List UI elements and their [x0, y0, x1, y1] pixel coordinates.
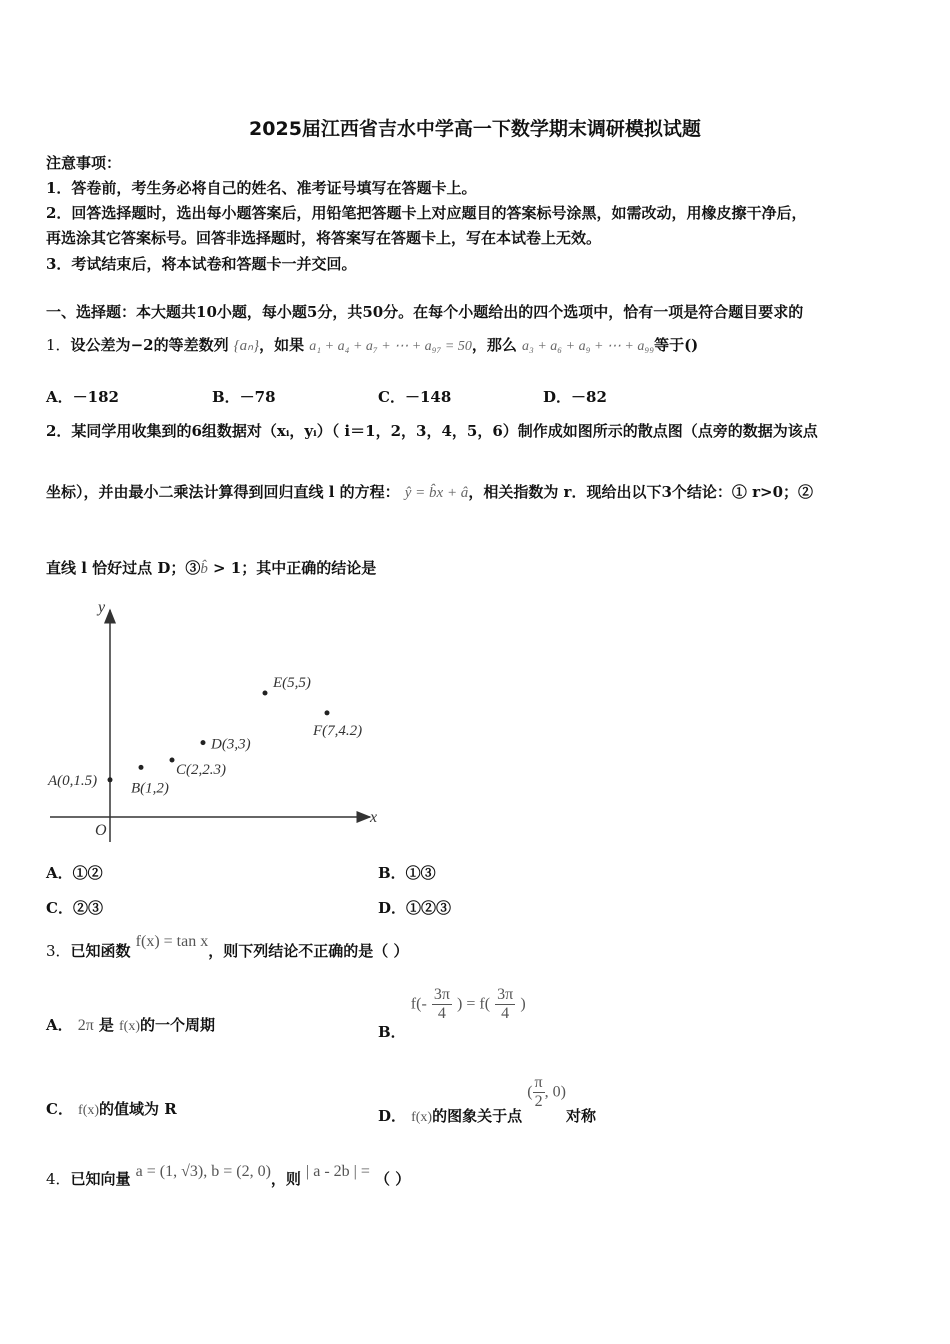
scatter-point: [263, 691, 268, 696]
option-math: ) = f(: [457, 995, 491, 1013]
point-label: A(0,1.5): [48, 772, 98, 789]
fraction: [533, 1074, 545, 1110]
x-axis-label: x: [370, 809, 378, 826]
regression-equation: ŷ = b̂x + â: [404, 485, 469, 501]
y-axis-label: y: [98, 599, 106, 616]
question-4: [46, 1163, 411, 1189]
q3-text: ，则下列结论不正确的是（ ）: [208, 942, 409, 960]
question-number: 1．: [46, 336, 71, 354]
option-math: f(x): [411, 1109, 433, 1125]
question-number: 4．: [46, 1170, 71, 1188]
option-letter: B．: [378, 1022, 406, 1041]
question-2: 2．某同学用收集到的6组数据对（xᵢ，yᵢ）（ i＝1，2，3，4，5，6）制作成如图所示的散点图（点旁的数据为该点: [46, 422, 818, 440]
option-text: 对称: [565, 1106, 596, 1125]
question-3: [46, 933, 409, 961]
q3-option-a: [46, 1014, 215, 1035]
q2-text: > 1；其中正确的结论是: [212, 559, 377, 577]
scatter-point: [139, 765, 144, 770]
sum-expression: a₁ + a₄ + a₇ + ⋯ + a₉₇ = 50: [309, 339, 472, 354]
fraction-numerator: 3π: [433, 986, 450, 1003]
option-a: A．－182: [46, 388, 119, 406]
origin-label: O: [95, 822, 107, 839]
fraction-denominator: 4: [437, 1004, 446, 1022]
option-d: D．－82: [543, 388, 607, 406]
option-d: D．①②③: [378, 899, 452, 917]
question-number: 3．: [46, 942, 71, 960]
notice-item: 3．考试结束后，将本试卷和答题卡一并交回。: [46, 255, 357, 273]
notice-heading: 注意事项：: [46, 154, 122, 172]
option-c: C．－148: [378, 388, 452, 406]
option-a: A．①②: [46, 864, 103, 882]
q1-text: ，如果: [259, 336, 305, 354]
question-2-line2: [46, 481, 813, 502]
vector-definition: a = (1, √3), b = (2, 0): [135, 1163, 271, 1180]
q2-text: 坐标），并由最小二乘法计算得到回归直线 l 的方程：: [46, 483, 400, 501]
option-math: f(x): [78, 1103, 100, 1118]
option-math: f(x): [119, 1019, 141, 1034]
fraction-numerator: π: [534, 1074, 543, 1091]
fraction: [495, 986, 515, 1022]
q1-text: 等于(): [654, 336, 699, 354]
question-2-line3: [46, 557, 376, 578]
q1-text: ，那么: [471, 336, 517, 354]
function-definition: f(x) = tan x: [135, 933, 209, 950]
option-letter: D．: [378, 1106, 407, 1125]
option-text: 的值域为 R: [99, 1100, 177, 1118]
scatter-point: [325, 710, 330, 715]
section-heading: 一、选择题：本大题共10小题，每小题5分，共50分。在每个小题给出的四个选项中，恰有一项是符合题目要求的: [46, 303, 804, 321]
notice-item: 1．答卷前，考生务必将自己的姓名、准考证号填写在答题卡上。: [46, 179, 477, 197]
point-label: C(2,2.3): [176, 761, 226, 778]
option-letter: A．: [46, 1016, 73, 1034]
q3-option-b: [378, 986, 526, 1041]
notice-item: 2．回答选择题时，选出每小题答案后，用铅笔把答题卡上对应题目的答案标号涂黑，如需改动，用橡皮擦干净后，: [46, 204, 807, 222]
q3-option-d: [378, 1074, 596, 1125]
q1-text: −2的等差数列: [130, 336, 229, 354]
q4-text: ，则: [270, 1170, 301, 1188]
magnitude-expression: | a - 2b | =: [306, 1163, 370, 1180]
q3-option-c: [46, 1098, 177, 1119]
fraction-denominator: 4: [501, 1004, 510, 1022]
scatter-plot: [40, 592, 400, 852]
fraction-numerator: 3π: [497, 986, 514, 1003]
q2-text: ，相关指数为 r．现给出以下3个结论：① r>0；②: [468, 483, 814, 501]
q1-text: 设公差为: [70, 336, 131, 354]
point-label: E(5,5): [273, 675, 311, 691]
q4-text: （ ）: [374, 1170, 411, 1188]
option-b: B．－78: [212, 388, 276, 406]
option-math: 2π: [77, 1017, 94, 1034]
option-c: C．②③: [46, 899, 103, 917]
sum-expression: a₃ + a₆ + a₉ + ⋯ + a₉₉: [521, 339, 655, 354]
option-text: 的图象关于点: [432, 1106, 523, 1125]
q4-text: 已知向量: [70, 1170, 131, 1188]
option-text: 是: [98, 1016, 114, 1034]
scatter-point: [108, 777, 113, 782]
option-math: f(-: [410, 995, 427, 1013]
option-math: ): [520, 995, 526, 1013]
question-1: [46, 334, 698, 355]
q3-text: 已知函数: [70, 942, 131, 960]
notice-item: 再选涂其它答案标号。回答非选择题时，将答案写在答题卡上，写在本试卷上无效。: [46, 229, 602, 247]
scatter-point: [170, 757, 175, 762]
option-math: , 0): [544, 1083, 566, 1101]
option-math: (: [527, 1083, 533, 1101]
q2-text: 直线 l 恰好过点 D；③: [46, 559, 201, 577]
sequence-symbol: {aₙ}: [233, 338, 260, 354]
option-letter: C．: [46, 1100, 73, 1118]
page-title: 2025届江西省吉水中学高一下数学期末调研模拟试题: [249, 118, 701, 140]
option-text: 的一个周期: [140, 1016, 216, 1034]
point-label: B(1,2): [131, 780, 169, 797]
fraction: [432, 986, 452, 1022]
fraction-denominator: 2: [534, 1092, 543, 1110]
point-label: F(7,4.2): [313, 722, 363, 739]
option-b: B．①③: [378, 864, 436, 882]
point-label: D(3,3): [211, 736, 251, 753]
scatter-point: [201, 740, 206, 745]
slope-symbol: b̂: [200, 561, 208, 577]
